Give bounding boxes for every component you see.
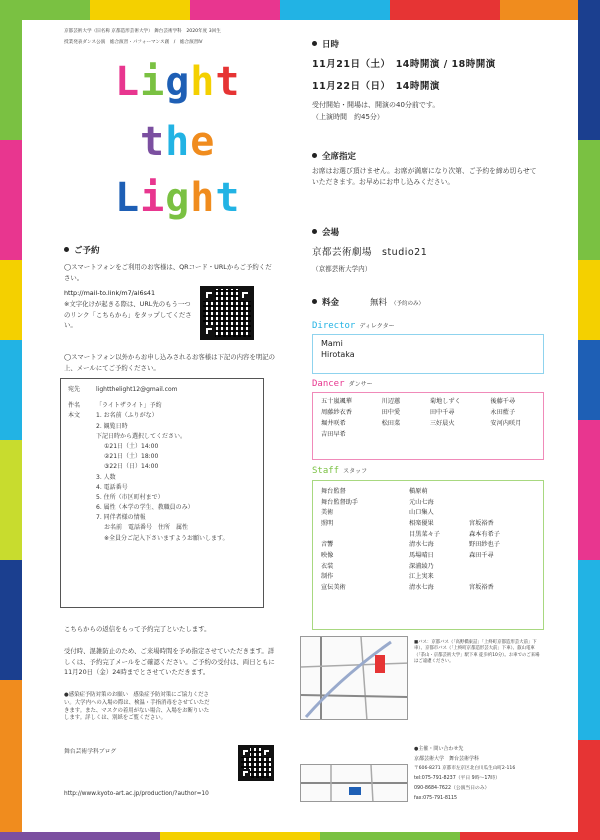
dancer-name: 吉田早希	[321, 430, 346, 438]
dancer-name: 田中千尋	[429, 408, 455, 416]
staff-role: 美術	[321, 509, 334, 517]
staff-role: 衣装	[321, 562, 334, 570]
staff-role	[321, 530, 409, 541]
contact-org: 京都芸術大学 舞台芸術学科	[414, 756, 480, 762]
seating-heading: 全席指定	[312, 150, 356, 162]
dancer-name: 堀井咲希	[321, 419, 346, 427]
staff-name	[469, 562, 529, 573]
stripe	[578, 740, 600, 840]
stripe	[90, 0, 190, 20]
stripe	[578, 0, 600, 140]
logo-letter: h	[165, 119, 191, 165]
dancer-label: Dancer ダンサー	[312, 379, 373, 389]
contact-tel[interactable]: tel:075-791-8237（平日 9時〜17時）	[414, 776, 501, 781]
dancer-name: 川辺蕙	[381, 398, 401, 405]
stripe	[0, 0, 22, 140]
qr-finder	[262, 748, 271, 757]
staff-name: 森田千尋	[469, 551, 494, 559]
access-map-detail	[300, 764, 408, 802]
staff-role: 宣伝美術	[321, 583, 346, 591]
qr-finder	[203, 325, 215, 337]
fee-value: 無料 （予約のみ）	[370, 298, 425, 308]
dancer-box	[312, 392, 544, 460]
logo-letter: g	[165, 175, 191, 221]
logo-letter: L	[115, 59, 141, 105]
stripe	[320, 832, 460, 840]
blog-qr-code[interactable]	[238, 745, 274, 781]
seating-text: お席はお選び頂けません。お席が満席になり次第、ご予約を締め切らせていただきます。お早めにお申し込みください。	[312, 167, 537, 187]
staff-role: 舞台監督助手	[321, 498, 359, 506]
reserve-url-note: ※文字化けが起きる際は、URL先のもう一つのリンク「こちらから」をタップしてください。	[64, 300, 192, 330]
stripe	[0, 260, 22, 340]
form-row-body: 本文 1. お名前（ふりがな） 2. 観覧日時 下記日時から選択してください。 ①21日（土）14:00 ②21日（土）18:00 ③22日（日）14:00 3. 人数 4. 電話番号 5. 住所（市区町村まで） 6. 属性（本学の学生、教職員のみ） 7. 同伴者様の情報 お名前 電話番号 住所 属性 ※全員分ご記入下さいますようお願いします。	[68, 411, 256, 543]
staff-name: 江上実来	[409, 573, 434, 581]
header-line1: 京都芸術大学（旧名称 京都造形芸術大学） 舞台芸術学科 2020年度 3回生	[64, 29, 221, 34]
qr-finder	[239, 289, 251, 301]
staff-name	[469, 487, 529, 498]
staff-name: 馬場晴日	[409, 551, 434, 559]
form-row-subject: 件名 「ライトザライト」予約	[68, 402, 162, 410]
staff-role: 映像	[321, 551, 334, 559]
stripe	[0, 440, 22, 560]
stripe	[578, 340, 600, 420]
staff-name: 槇原萌	[409, 488, 428, 495]
logo-letter: e	[190, 119, 216, 165]
form-row-to: 宛先 lightthelight12@gmail.com	[68, 385, 256, 395]
dancer-name: 菊地しずく	[429, 398, 461, 405]
access-text: ■バス：京都バス（「高野橋東詰」「上終町京都造形芸大前」下車）、京都市バス（「上終町京都造形芸大前」下車）、叡山電車（「茶山・京都芸術大学」駅下車 徒歩約10分）。お車でのご来場はご遠慮ください。	[414, 640, 540, 665]
stripe	[0, 832, 160, 840]
logo-letter: h	[190, 59, 216, 105]
logo-letter: i	[140, 175, 166, 221]
staff-name: 相楽優果	[409, 519, 434, 527]
logo-letter: t	[215, 59, 241, 105]
stripe	[578, 420, 600, 560]
dancer-name: 永田藍子	[490, 408, 516, 416]
stripe	[0, 340, 22, 440]
logo-word-the	[140, 119, 216, 165]
staff-label: Staff スタッフ	[312, 466, 368, 476]
staff-name: 野田紗也子	[469, 541, 500, 549]
contact-fax: fax:075-791-8115	[414, 796, 458, 801]
qr-finder	[241, 748, 250, 757]
dancer-name: 田中愛	[381, 408, 401, 416]
venue-name: 京都芸術劇場 studio21	[312, 247, 428, 258]
staff-role: 制作	[321, 573, 334, 581]
stripe	[390, 0, 500, 20]
stripe	[578, 260, 600, 340]
staff-role: 照明	[321, 519, 334, 527]
venue-sub: （京都芸術大学内）	[312, 265, 372, 273]
staff-name: 深浦綾乃	[409, 562, 434, 570]
staff-name: 清水七海	[409, 541, 434, 549]
director-name1: Mami	[321, 339, 343, 348]
reserve-url-link[interactable]: http://mail-to.link/m7/al6s41	[64, 289, 156, 297]
stripe	[0, 140, 22, 260]
form-body-lines: 1. お名前（ふりがな） 2. 観覧日時 下記日時から選択してください。 ①21日（土）14:00 ②21日（土）18:00 ③22日（日）14:00 3. 人数 4. 電話番号 5. 住所（市区町村まで） 6. 属性（本学の学生、教職員のみ） 7. 同伴者様の情報 お名前 電話番号 住所 属性 ※全員分ご記入下さいますようお願いします。	[96, 412, 229, 542]
qr-finder	[203, 289, 215, 301]
stripe	[190, 0, 280, 20]
logo-letter: i	[140, 59, 166, 105]
reserve-heading: ご予約	[64, 244, 100, 256]
schedule-note1: 受付開始・開場は、開演の40分前です。	[312, 101, 440, 109]
dancer-grid	[321, 397, 535, 440]
logo-letter: h	[190, 175, 216, 221]
schedule-note2: （上演時間 約45分）	[312, 113, 384, 121]
staff-role: 舞台監督	[321, 488, 346, 495]
stripe	[578, 560, 600, 740]
dancer-name: 周藤紗衣香	[321, 408, 352, 416]
logo-letter: t	[215, 175, 241, 221]
staff-name: 目黒菜々子	[409, 530, 440, 538]
qr-finder	[241, 769, 250, 778]
reserve-qr-code[interactable]	[200, 286, 254, 340]
contact-tel2[interactable]: 090-8684-7622（公演当日のみ）	[414, 786, 490, 791]
blog-url-link[interactable]: http://www.kyoto-art.ac.jp/production/?author=10	[64, 791, 209, 797]
logo-letter: t	[140, 119, 166, 165]
header-line2: 授業発表ダンス公演 総合演習・パフォーマンス創 / 総合演習Ⅳ	[64, 40, 203, 45]
staff-name: 宮坂裕香	[469, 583, 494, 591]
contact-heading: ●主催・問い合わせ先	[414, 746, 464, 752]
stripe	[160, 832, 320, 840]
contact-address: 〒606-8271 京都市左京区北白川瓜生山町2-116	[414, 766, 516, 771]
staff-name: 森本有希子	[469, 530, 500, 538]
access-map	[300, 636, 408, 720]
schedule-heading: 日時	[312, 38, 339, 50]
logo-letter: g	[165, 59, 191, 105]
director-name2: Hirotaka	[321, 349, 355, 359]
staff-name	[469, 508, 529, 519]
stripe	[578, 140, 600, 260]
logo-word-light-2	[115, 175, 241, 221]
staff-role: 音響	[321, 541, 334, 549]
reserve-smartphone-text: ◯スマートフォンをご利用のお客様は、QRコード・URLからご予約ください。	[64, 263, 272, 282]
staff-grid	[321, 487, 535, 594]
stripe	[0, 560, 22, 680]
staff-name: 清水七海	[409, 583, 434, 591]
stripe	[0, 680, 22, 840]
staff-name: 元山七海	[409, 498, 434, 506]
reserve-confirm-text: こちらからの返信をもって予約完了といたします。	[64, 625, 211, 633]
director-box	[312, 334, 544, 374]
dancer-name: 五十嵐颯華	[321, 398, 352, 405]
director-label: Director ディレクター	[312, 321, 395, 331]
dancer-name: 安河内咲月	[490, 419, 522, 427]
staff-name: 宮坂裕香	[469, 519, 494, 527]
map-detail-roads	[301, 765, 408, 802]
form-email-address[interactable]: lightthelight12@gmail.com	[96, 386, 178, 393]
reserve-reception-text: 受付時、混雑防止のため、ご来場時間を予め指定させていただきます。詳しくは、予約完了メールをご確認ください。ご予約の受付は、両日ともに11月20日（金）24時までとさせていただきます。	[64, 647, 275, 677]
staff-name: 山口集人	[409, 509, 434, 517]
reserve-email-text: ◯スマートフォン以外からお申し込みされるお客様は下記の内容を明記の上、メールにてご予約ください。	[64, 353, 276, 372]
staff-name	[469, 498, 529, 509]
venue-heading: 会場	[312, 226, 339, 238]
email-format-box	[60, 378, 264, 608]
stripe	[460, 832, 600, 840]
logo-word-light	[115, 59, 241, 105]
map-roads	[301, 637, 408, 720]
staff-name	[469, 572, 529, 583]
blog-label: 舞台芸術学科ブログ	[64, 749, 117, 755]
fee-heading: 料金	[312, 296, 339, 308]
infection-notice: ●感染症予防対策のお願い 感染症予防対策にご協力ください。大学内への入場の際は、検温・手指消毒をさせていただきます。また、マスクの着用がない場合、入場をお断りいたします。詳しくは、別紙をご覧ください。	[64, 692, 210, 722]
schedule-day1: 11月21日（土） 14時開演 / 18時開演	[312, 59, 496, 70]
staff-box	[312, 480, 544, 630]
dancer-name: 松田菜	[381, 419, 401, 427]
dancer-name: 後藤千尋	[490, 398, 516, 405]
stripe	[280, 0, 390, 20]
dancer-name: 三好晨火	[429, 419, 455, 427]
schedule-day2: 11月22日（日） 14時開演	[312, 81, 440, 92]
logo-letter: L	[115, 175, 141, 221]
